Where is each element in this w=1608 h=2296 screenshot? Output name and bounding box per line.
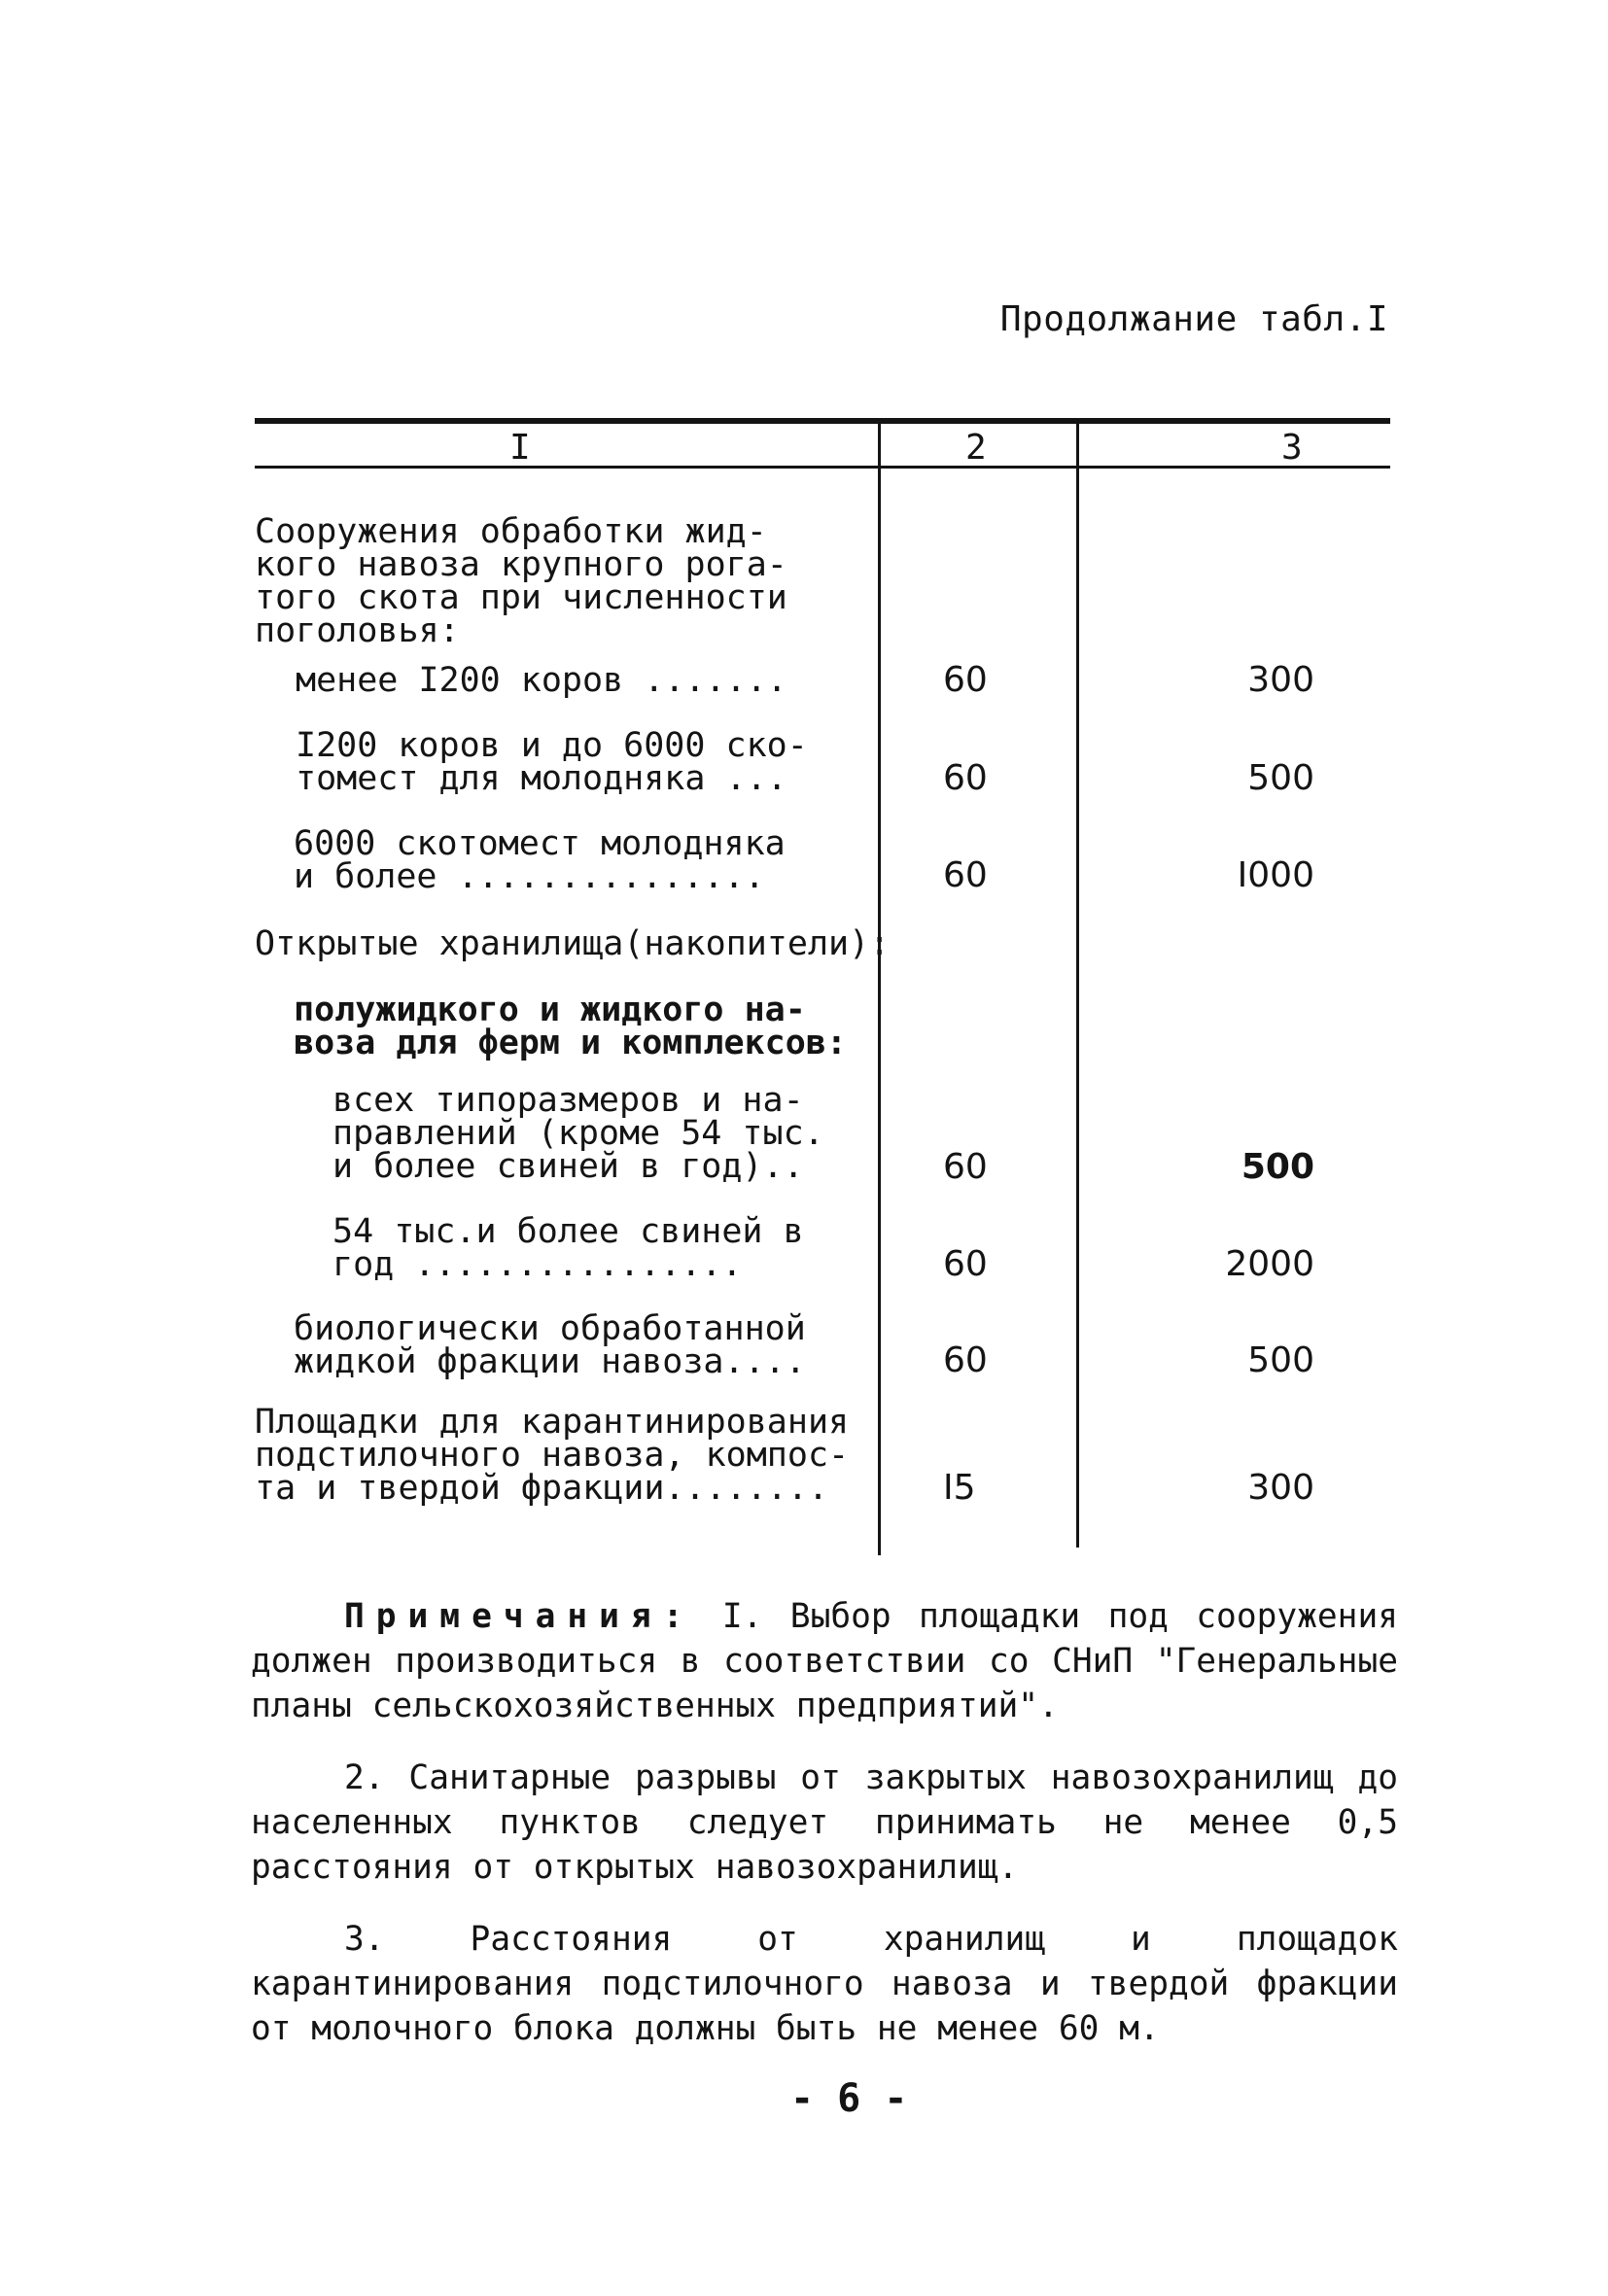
table-row-label: Сооружения обработки жид- кого навоза крупного рога- того скота при численности поголовья: [255, 512, 787, 650]
column-number-3: 3 [1281, 428, 1303, 468]
table-cell-col3: 500 [1241, 1147, 1314, 1187]
table-cell-col2: 60 [943, 1147, 988, 1187]
table-row-label: биологически обработанной жидкой фракции навоза.... [294, 1309, 806, 1381]
note-1 [251, 1594, 1398, 1728]
table-row-label: всех типоразмеров и на- правлений (кроме 54 тыс. и более свиней в год).. [332, 1081, 824, 1186]
page-number: - 6 - [790, 2076, 908, 2121]
table-column-divider-2 [1076, 418, 1079, 1548]
table-cell-col2: 60 [943, 660, 988, 700]
table-cell-col3: 500 [1247, 1340, 1314, 1380]
table-row-label: 6000 скотомест молодняка и более ............... [294, 824, 786, 896]
table-cell-col3: 300 [1247, 660, 1314, 700]
table-column-divider-1 [878, 418, 881, 1555]
table-cell-col3: 2000 [1225, 1244, 1314, 1284]
table-subsection-label: полужидкого и жидкого на- воза для ферм и комплексов: [294, 991, 847, 1062]
table-cell-col2: 60 [943, 1244, 988, 1284]
table-cell-col2: 60 [943, 758, 988, 798]
table-row-label: I200 коров и до 6000 ско- томест для молодняка ... [296, 726, 808, 798]
table-cell-col2: 60 [943, 855, 988, 895]
table-header-rule [255, 466, 1390, 469]
table-cell-col3: 500 [1247, 758, 1314, 798]
table-cell-col2: I5 [943, 1468, 976, 1508]
table-cell-col3: I000 [1237, 855, 1314, 895]
table-row-label: 54 тыс.и более свиней в год ................ [332, 1212, 804, 1284]
table-cell-col2: 60 [943, 1340, 988, 1380]
note-3: 3. Расстояния от хранилищ и площадок карантинирования подстилочного навоза и твердой фракции от молочного блока должны быть не менее 60 м. [251, 1920, 1398, 2048]
table-top-rule [255, 418, 1390, 424]
notes-heading: Примечания: [344, 1597, 695, 1636]
table-cell-col3: 300 [1247, 1468, 1314, 1508]
table-continuation-label: Продолжание табл.I [999, 299, 1388, 339]
column-number-2: 2 [965, 428, 987, 468]
table-row-label: Площадки для карантинирования подстилочного навоза, компос- та и твердой фракции........ [255, 1403, 850, 1508]
note-2: 2. Санитарные разрывы от закрытых навозохранилищ до населенных пунктов следует принимать не менее 0,5 расстояния от открытых навозохранилищ. [251, 1758, 1398, 1887]
table-row-label: менее I200 коров ....... [296, 661, 787, 700]
table-section-label: Открытые хранилища(накопители): [255, 924, 891, 963]
note-1-text: I. Выбор площадки под сооружения должен производиться в соответствии со СНиП "Генеральные планы сельскохозяйственных предприятий". [251, 1597, 1398, 1725]
column-number-1: I [509, 428, 531, 468]
